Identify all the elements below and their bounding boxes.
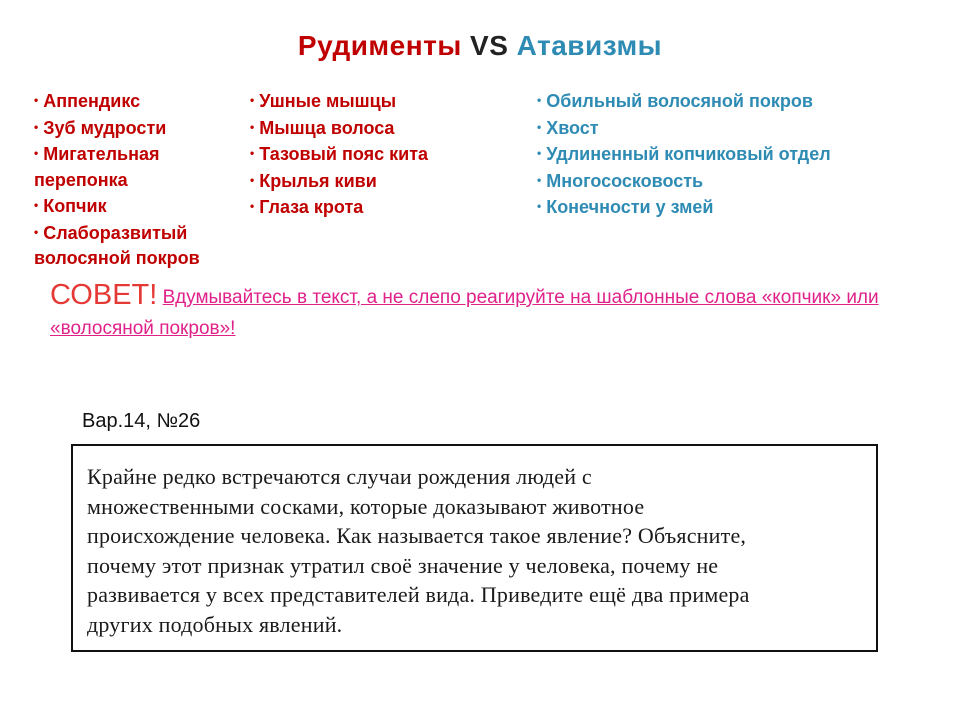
question-line: Крайне редко встречаются случаи рождения людей с xyxy=(87,464,592,489)
bullet-icon: • xyxy=(537,199,542,213)
bullet-icon: • xyxy=(34,146,39,160)
question-line: происхождение человека. Как называется такое явление? Объясните, xyxy=(87,523,747,548)
advice-text: Вдумывайтесь в текст, а не слепо реагируйте на шаблонные слова «копчик» или «волосяной покров»! xyxy=(50,287,879,339)
list-item: • Удлиненный копчиковый отдел xyxy=(537,144,831,164)
bullet-icon: • xyxy=(250,93,255,107)
bullet-icon: • xyxy=(34,93,39,107)
bullet-icon: • xyxy=(537,93,542,107)
title-atavisms: Атавизмы xyxy=(516,30,663,61)
bullet-icon: • xyxy=(250,172,255,187)
bullet-icon: • xyxy=(537,172,542,187)
bullet-icon: • xyxy=(537,119,542,134)
advice-lead: СОВЕТ! xyxy=(50,279,158,311)
list-item: • Мигательная перепонка xyxy=(34,144,160,190)
list-item: • Мышца волоса xyxy=(250,117,395,138)
question-line: развивается у всех представителей вида. Приведите ещё два примера xyxy=(87,582,750,607)
list-item: • Обильный волосяной покров xyxy=(537,91,813,111)
bullet-icon: • xyxy=(34,224,39,239)
slide-title xyxy=(0,30,960,62)
bullet-icon: • xyxy=(250,199,255,213)
list-item: • Слаборазвитый волосяной покров xyxy=(34,222,200,268)
list-item: • Ушные мышцы xyxy=(250,91,397,111)
bullet-icon: • xyxy=(250,119,255,134)
list-item: • Копчик xyxy=(34,196,107,216)
atavisms-list xyxy=(537,88,937,221)
advice-block xyxy=(50,280,910,344)
list-item: • Аппендикс xyxy=(34,91,141,111)
list-item: • Хвост xyxy=(537,117,599,138)
list-item: • Конечности у змей xyxy=(537,197,714,217)
list-item: • Глаза крота xyxy=(250,197,364,217)
bullet-icon: • xyxy=(537,146,542,160)
list-item: • Зуб мудрости xyxy=(34,117,167,138)
bullet-icon: • xyxy=(250,146,255,160)
question-line: множественными сосками, которые доказывают животное xyxy=(87,493,645,519)
question-line: почему этот признак утратил своё значение у человека, почему не xyxy=(87,552,719,578)
bullet-icon: • xyxy=(34,119,39,134)
title-vs: VS xyxy=(470,30,509,61)
list-item: • Многососковость xyxy=(537,170,704,191)
title-rudiments: Рудименты xyxy=(297,30,462,61)
variant-label: Вар.14, №26 xyxy=(82,410,201,432)
question-box xyxy=(71,444,878,652)
bullet-icon: • xyxy=(34,198,39,212)
list-item: • Тазовый пояс кита xyxy=(250,144,429,164)
rudiments-list-right xyxy=(250,88,520,221)
rudiments-list-left xyxy=(34,88,244,272)
question-line: других подобных явлений. xyxy=(87,611,343,637)
list-item: • Крылья киви xyxy=(250,170,377,191)
